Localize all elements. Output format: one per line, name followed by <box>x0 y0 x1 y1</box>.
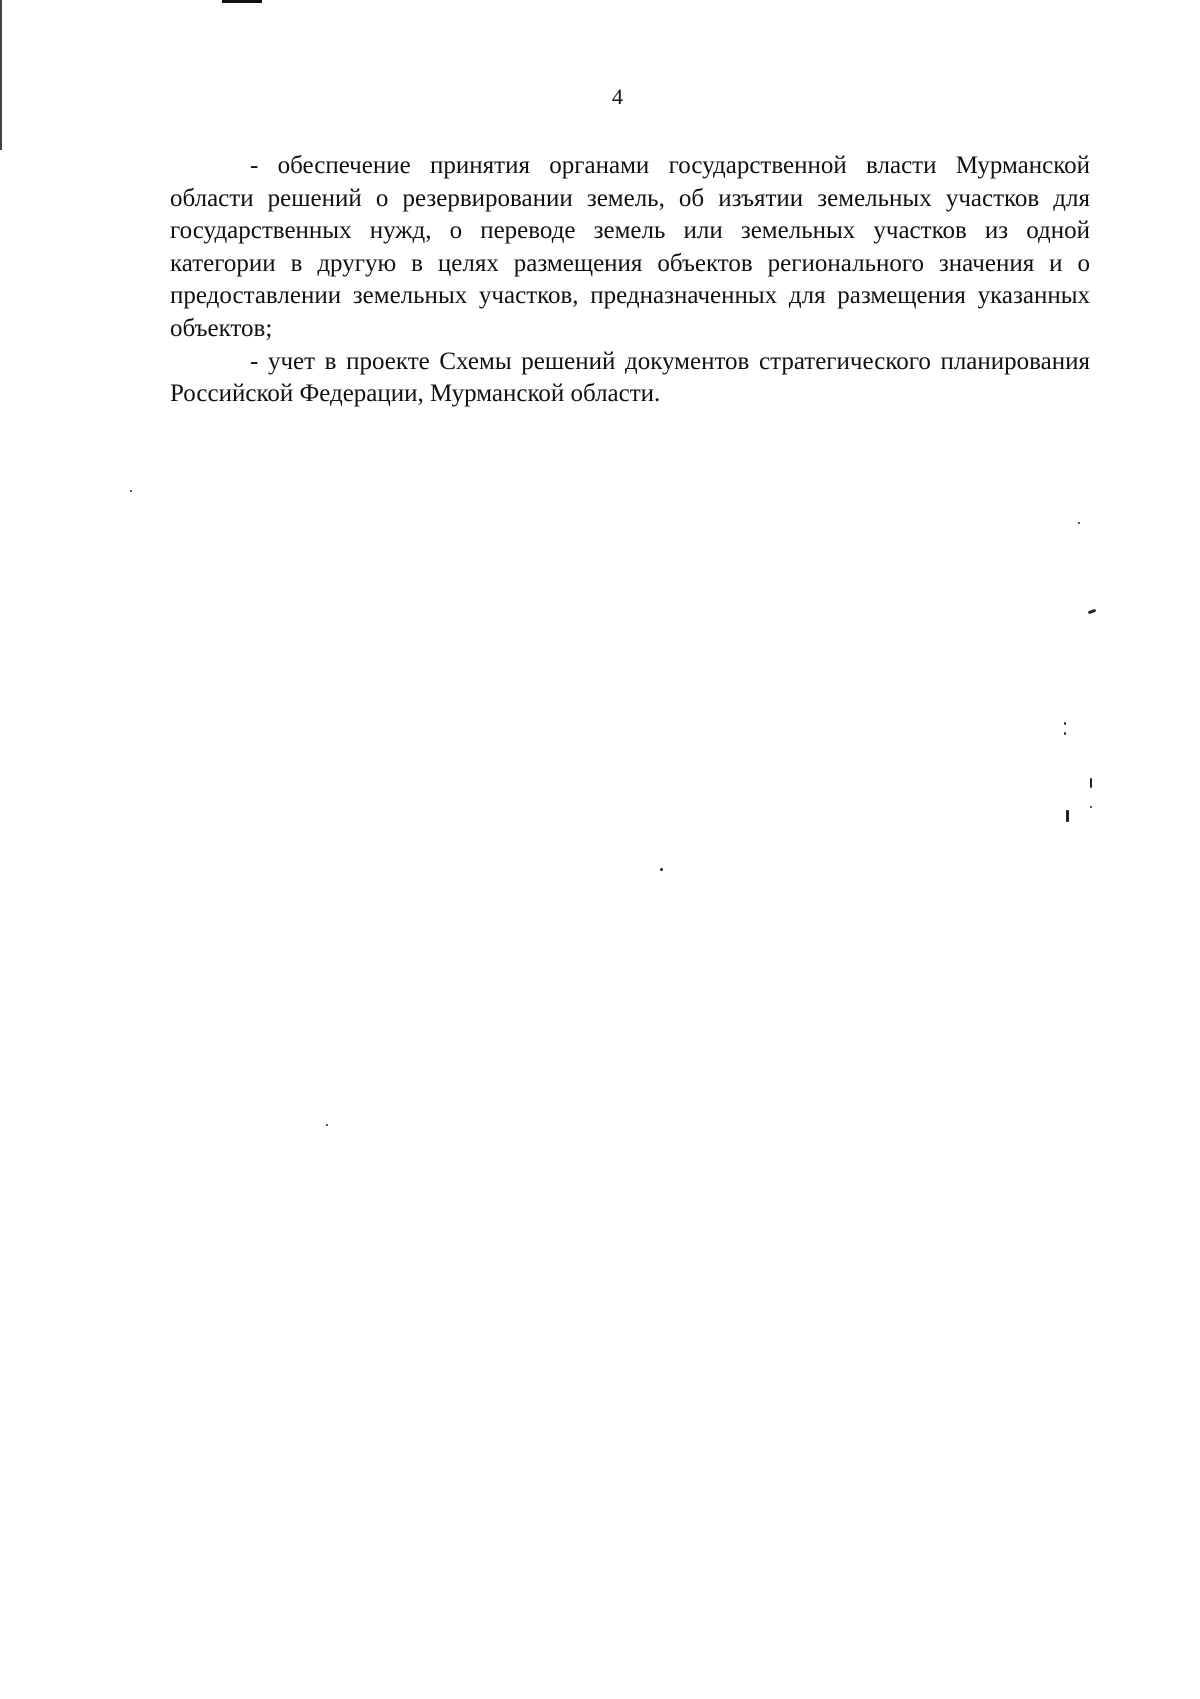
list-item-paragraph: - учет в проекте Схемы решений документов стратегического планирования Российской Федерации, Мурманской области. <box>170 347 1090 408</box>
scan-speck <box>1064 732 1066 735</box>
scan-speck <box>660 868 663 871</box>
scan-speck <box>1078 522 1080 524</box>
scan-speck <box>1090 778 1092 788</box>
scan-speck <box>1064 722 1066 725</box>
page-number: 4 <box>612 84 623 109</box>
document-body <box>170 150 1090 411</box>
scan-speck <box>1090 806 1092 808</box>
scan-speck <box>130 490 132 492</box>
scan-artifact-left-edge <box>0 0 2 150</box>
scan-artifact-top <box>222 0 262 3</box>
list-item-paragraph: - обеспечение принятия органами государственной власти Мурманской области решений о резервировании земель, об изъятии земельных участков для государственных нужд, о переводе земель или земельных участков из одной категории в другую в целях размещения объектов регионального значения и о предоставлении земельных участков, предназначенных для размещения указанных объектов; <box>170 152 1090 342</box>
scan-speck <box>1066 810 1069 822</box>
scan-speck <box>326 1124 328 1126</box>
scan-speck <box>1088 609 1097 615</box>
